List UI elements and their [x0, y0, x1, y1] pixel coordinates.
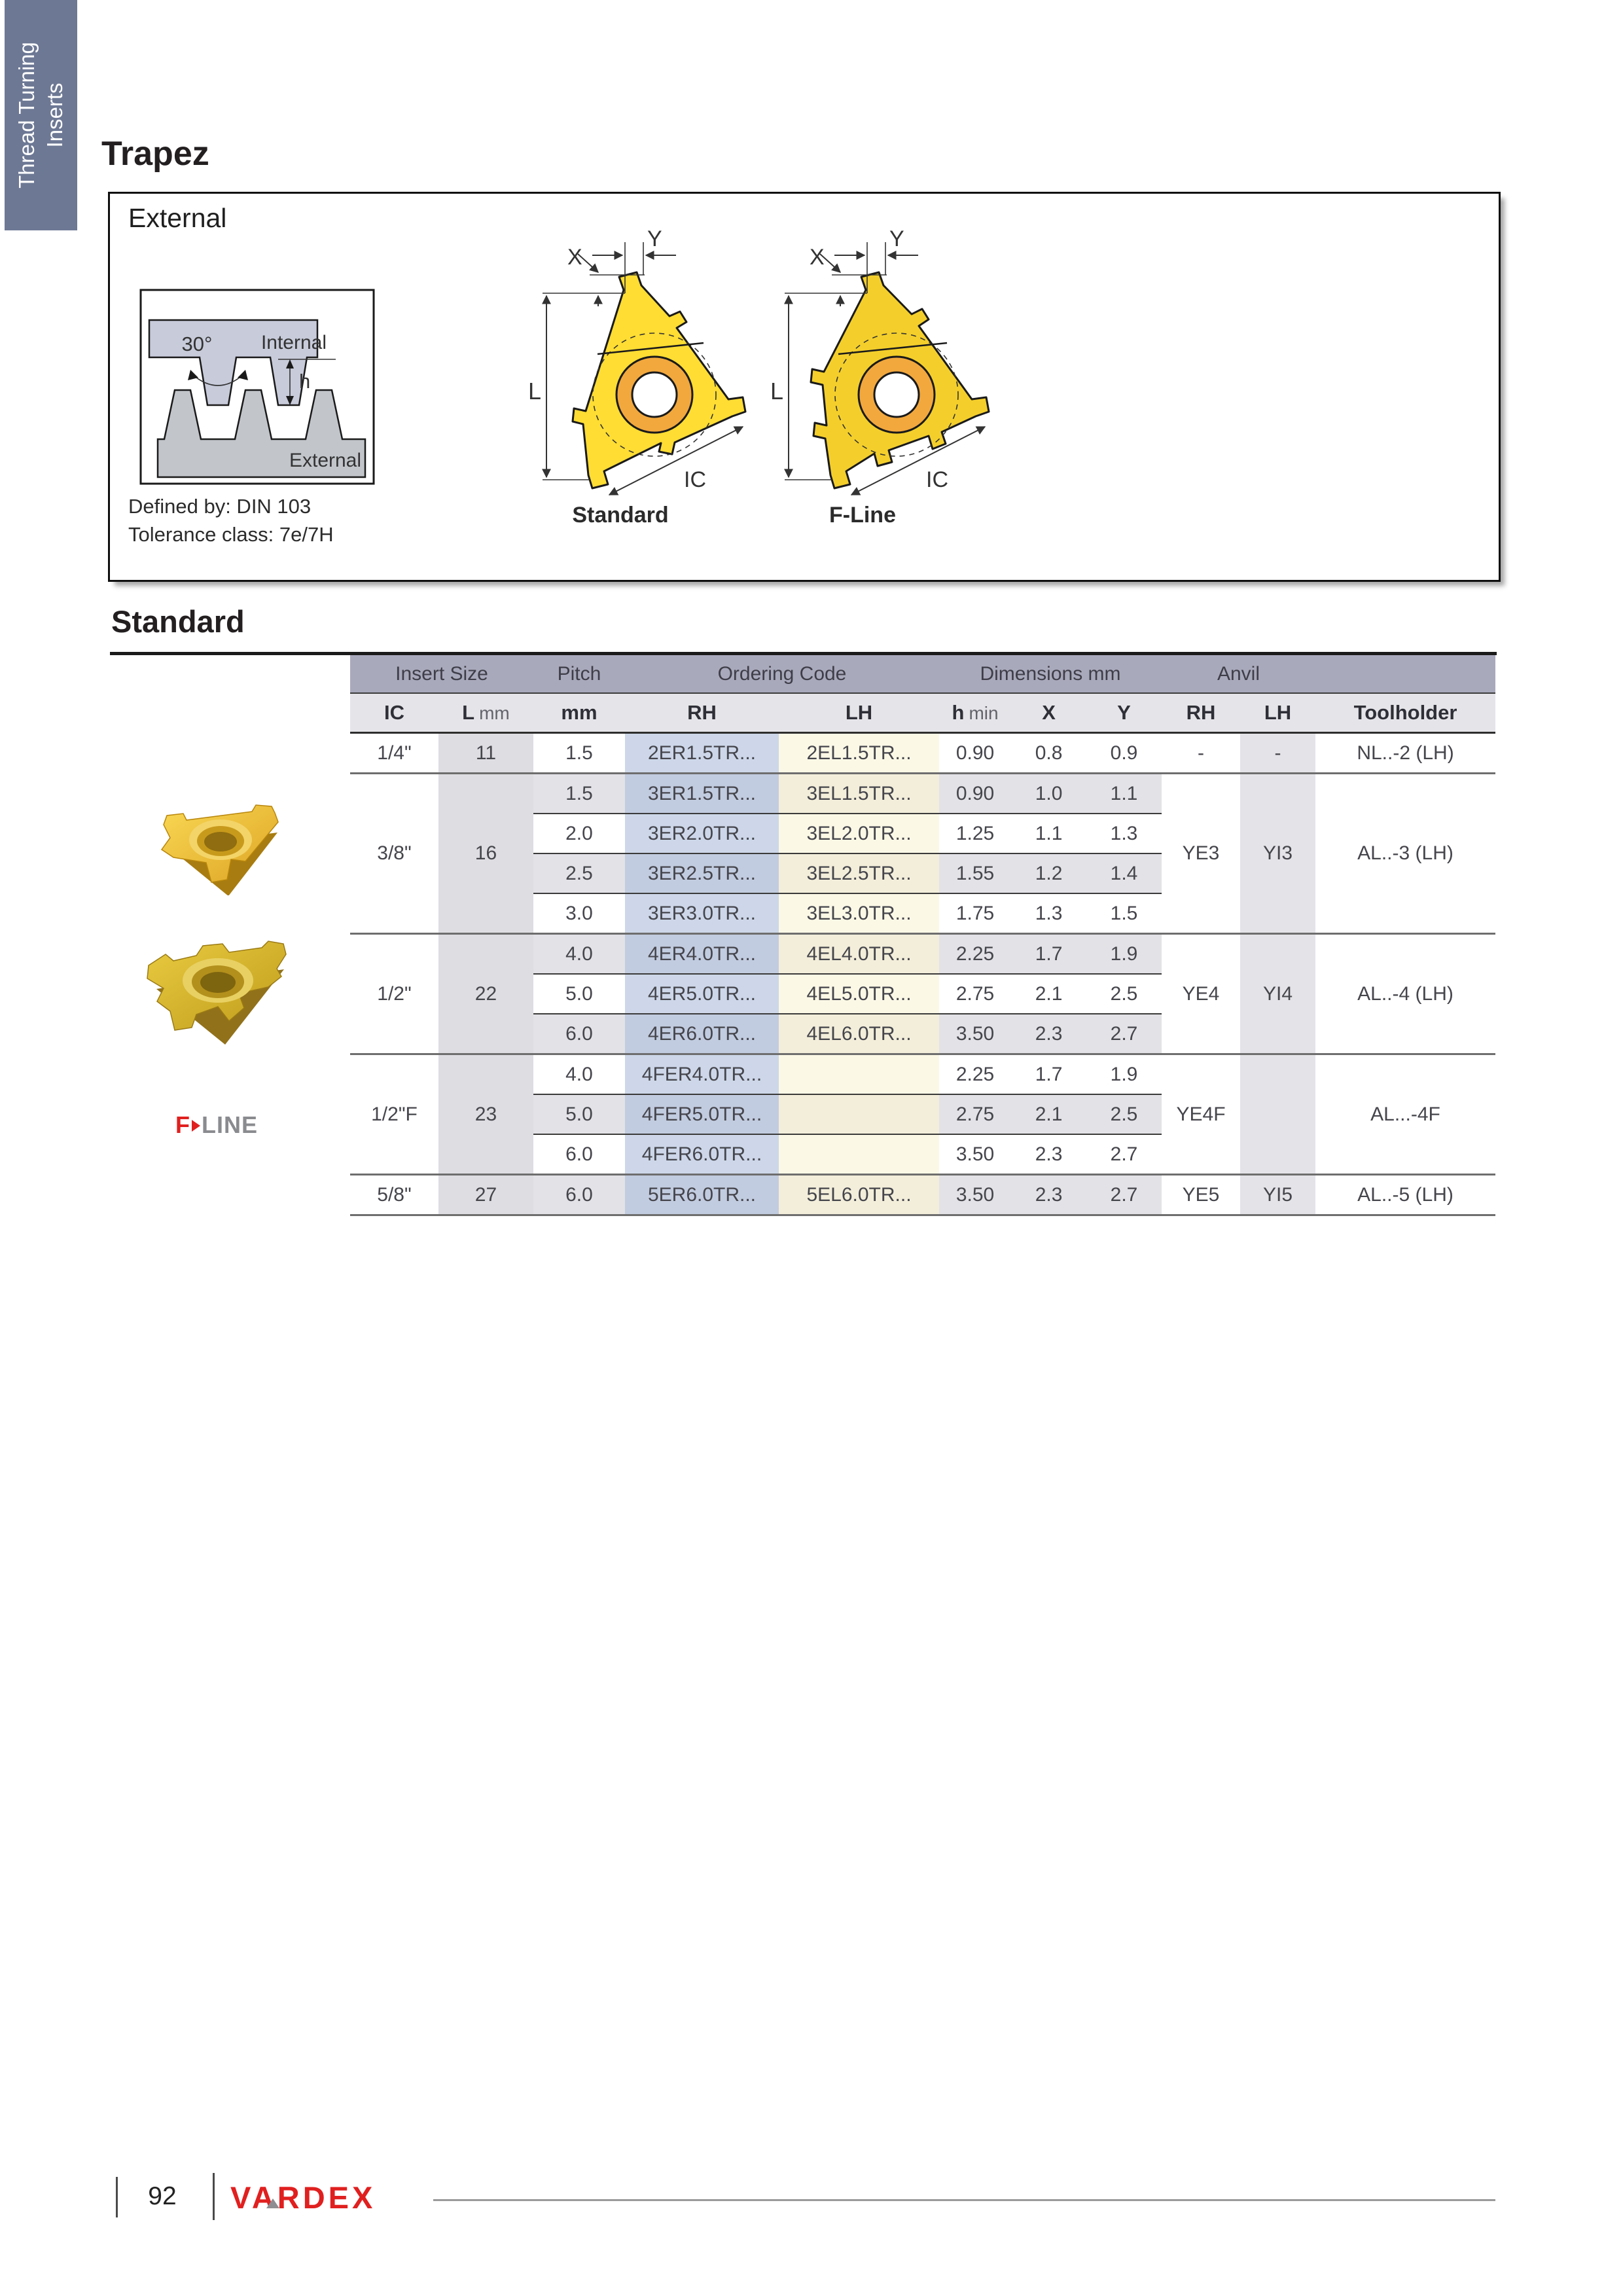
cell-insert-size-ic: 1/4": [350, 733, 438, 774]
cell-anvil-lh: [1240, 1054, 1315, 1175]
column-header-cell: [939, 693, 1011, 733]
cell-pitch: 6.0: [533, 1175, 625, 1215]
cell-h: 2.25: [939, 934, 1011, 975]
cell-pitch: 2.5: [533, 853, 625, 893]
cell-lh: [779, 1094, 939, 1134]
cell-insert-size-l: 16: [438, 774, 533, 934]
cell-rh: 3ER1.5TR...: [625, 774, 779, 814]
chapter-tab-line1: Thread Turning: [14, 42, 39, 188]
cell-rh: 4FER5.0TR...: [625, 1094, 779, 1134]
cell-x: 2.3: [1011, 1014, 1086, 1054]
column-header-label: LH: [845, 701, 873, 724]
cell-insert-size-l: 27: [438, 1175, 533, 1215]
cell-x: 1.0: [1011, 774, 1086, 814]
table-body: [350, 733, 1495, 1215]
cell-h: 3.50: [939, 1134, 1011, 1175]
cell-y: 1.4: [1086, 853, 1162, 893]
table-row: [350, 733, 1495, 774]
column-header-cell: [533, 693, 625, 733]
cell-toolholder: AL..-3 (LH): [1315, 774, 1495, 934]
cell-pitch: 4.0: [533, 1054, 625, 1095]
cell-toolholder: NL..-2 (LH): [1315, 733, 1495, 774]
cell-h: 2.75: [939, 974, 1011, 1014]
table-row: [350, 934, 1495, 975]
cell-pitch: 1.5: [533, 733, 625, 774]
h-dim-label: h: [299, 370, 311, 393]
cell-lh: 3EL2.0TR...: [779, 814, 939, 853]
cell-y: 1.1: [1086, 774, 1162, 814]
column-header-label: L: [462, 701, 475, 724]
standard-table-wrap: [350, 655, 1495, 1216]
column-header-cell: [438, 693, 533, 733]
cell-anvil-rh: YE5: [1162, 1175, 1240, 1215]
group-header-cell: Insert Size: [350, 655, 533, 693]
fline-insert-diagram: [755, 228, 1010, 503]
cell-anvil-lh: YI5: [1240, 1175, 1315, 1215]
cell-rh: 5ER6.0TR...: [625, 1175, 779, 1215]
cell-pitch: 4.0: [533, 934, 625, 975]
cell-pitch: 1.5: [533, 774, 625, 814]
l-dim-label: L: [770, 378, 784, 404]
column-header-cell: [1162, 693, 1240, 733]
column-header-suffix: min: [969, 703, 999, 723]
external-section-box: [108, 192, 1501, 582]
cell-toolholder: AL...-4F: [1315, 1054, 1495, 1175]
fline-logo: [175, 1111, 258, 1139]
cell-h: 0.90: [939, 733, 1011, 774]
cell-h: 1.55: [939, 853, 1011, 893]
cell-toolholder: AL..-4 (LH): [1315, 934, 1495, 1054]
column-header-cell: [625, 693, 779, 733]
ic-dim-label: IC: [926, 467, 948, 492]
cell-x: 2.1: [1011, 974, 1086, 1014]
footer-divider-left: [116, 2177, 118, 2217]
cell-anvil-rh: YE4F: [1162, 1054, 1240, 1175]
cell-lh: [779, 1134, 939, 1175]
cell-anvil-rh: -: [1162, 733, 1240, 774]
cell-x: 1.7: [1011, 934, 1086, 975]
cell-h: 0.90: [939, 774, 1011, 814]
cell-y: 2.7: [1086, 1175, 1162, 1215]
cell-h: 3.50: [939, 1175, 1011, 1215]
cell-h: 2.25: [939, 1054, 1011, 1095]
cell-lh: [779, 1054, 939, 1095]
cell-x: 2.3: [1011, 1175, 1086, 1215]
table-group-header-row: [350, 655, 1495, 693]
y-dim-label: Y: [889, 228, 904, 251]
cell-rh: 3ER2.5TR...: [625, 853, 779, 893]
column-header-label: IC: [383, 701, 404, 724]
cell-pitch: 2.0: [533, 814, 625, 853]
cell-pitch: 6.0: [533, 1014, 625, 1054]
fline-insert-photo: [134, 916, 306, 1047]
cell-pitch: 5.0: [533, 1094, 625, 1134]
cell-rh: 2ER1.5TR...: [625, 733, 779, 774]
cell-anvil-lh: -: [1240, 733, 1315, 774]
external-heading: External: [128, 203, 227, 233]
cell-anvil-rh: YE4: [1162, 934, 1240, 1054]
cell-toolholder: AL..-5 (LH): [1315, 1175, 1495, 1215]
vardex-logo-triangle-icon: [266, 2198, 279, 2208]
fline-logo-line: LINE: [202, 1111, 259, 1138]
cell-x: 1.2: [1011, 853, 1086, 893]
cell-lh: 3EL3.0TR...: [779, 893, 939, 934]
cell-anvil-lh: YI4: [1240, 934, 1315, 1054]
group-header-cell: Anvil: [1162, 655, 1315, 693]
fline-arrow-icon: [192, 1120, 200, 1132]
cell-h: 2.75: [939, 1094, 1011, 1134]
thread-profile-diagram: [139, 289, 375, 485]
column-header-cell: [1011, 693, 1086, 733]
cell-rh: 4FER4.0TR...: [625, 1054, 779, 1095]
cell-rh: 3ER2.0TR...: [625, 814, 779, 853]
cell-pitch: 6.0: [533, 1134, 625, 1175]
chapter-tab-line2: Inserts: [42, 82, 67, 148]
fline-logo-f: F: [175, 1111, 190, 1138]
group-header-cell: [1315, 655, 1495, 693]
column-header-label: h: [952, 701, 965, 724]
cell-x: 1.3: [1011, 893, 1086, 934]
cell-insert-size-l: 22: [438, 934, 533, 1054]
cell-y: 1.9: [1086, 1054, 1162, 1095]
column-header-cell: [1086, 693, 1162, 733]
cell-insert-size-l: 23: [438, 1054, 533, 1175]
table-subheader-row: [350, 693, 1495, 733]
cell-rh: 3ER3.0TR...: [625, 893, 779, 934]
caption-fline: F-Line: [829, 503, 896, 528]
cell-y: 1.9: [1086, 934, 1162, 975]
cell-rh: 4FER6.0TR...: [625, 1134, 779, 1175]
column-header-label: X: [1042, 701, 1056, 724]
footer-divider-right: [213, 2173, 215, 2220]
page-title: Trapez: [101, 135, 209, 173]
column-header-label: RH: [687, 701, 717, 724]
footer-rule: [433, 2199, 1495, 2201]
cell-y: 1.3: [1086, 814, 1162, 853]
cell-h: 3.50: [939, 1014, 1011, 1054]
cell-lh: 4EL6.0TR...: [779, 1014, 939, 1054]
column-header-cell: [1315, 693, 1495, 733]
column-header-suffix: mm: [479, 703, 510, 723]
cell-lh: 4EL4.0TR...: [779, 934, 939, 975]
cell-x: 0.8: [1011, 733, 1086, 774]
column-header-label: Toolholder: [1353, 701, 1457, 724]
cell-y: 2.7: [1086, 1014, 1162, 1054]
cell-rh: 4ER4.0TR...: [625, 934, 779, 975]
cell-y: 0.9: [1086, 733, 1162, 774]
cell-insert-size-ic: 5/8": [350, 1175, 438, 1215]
cell-rh: 4ER6.0TR...: [625, 1014, 779, 1054]
cell-pitch: 5.0: [533, 974, 625, 1014]
standard-insert-diagram: [512, 228, 768, 503]
cell-x: 1.1: [1011, 814, 1086, 853]
page-number: 92: [148, 2182, 177, 2210]
column-header-label: mm: [561, 701, 597, 724]
cell-y: 2.7: [1086, 1134, 1162, 1175]
internal-label: Internal: [260, 332, 327, 353]
cell-x: 2.1: [1011, 1094, 1086, 1134]
cell-lh: 2EL1.5TR...: [779, 733, 939, 774]
vardex-logo-text: VARDEX: [230, 2180, 376, 2215]
column-header-label: Y: [1117, 701, 1131, 724]
cell-anvil-lh: YI3: [1240, 774, 1315, 934]
caption-standard: Standard: [572, 503, 669, 528]
cell-lh: 4EL5.0TR...: [779, 974, 939, 1014]
chapter-tab-label: [13, 0, 69, 230]
x-dim-label: X: [567, 245, 582, 270]
cell-lh: 3EL1.5TR...: [779, 774, 939, 814]
cell-lh: 5EL6.0TR...: [779, 1175, 939, 1215]
group-header-cell: Dimensions mm: [939, 655, 1162, 693]
table-row: [350, 774, 1495, 814]
y-dim-label: Y: [647, 228, 662, 251]
cell-insert-size-ic: 1/2"F: [350, 1054, 438, 1175]
l-dim-label: L: [528, 378, 542, 404]
cell-anvil-rh: YE3: [1162, 774, 1240, 934]
column-header-cell: [1240, 693, 1315, 733]
cell-lh: 3EL2.5TR...: [779, 853, 939, 893]
section-heading: Standard: [111, 604, 245, 639]
table-row: [350, 1054, 1495, 1095]
cell-pitch: 3.0: [533, 893, 625, 934]
angle-label: 30°: [181, 332, 213, 355]
cell-h: 1.75: [939, 893, 1011, 934]
vardex-logo: [230, 2179, 376, 2215]
cell-x: 2.3: [1011, 1134, 1086, 1175]
column-header-cell: [350, 693, 438, 733]
cell-insert-size-ic: 3/8": [350, 774, 438, 934]
chapter-tab: [5, 0, 77, 230]
defined-by-note: Defined by: DIN 103: [128, 495, 312, 518]
column-header-label: RH: [1186, 701, 1216, 724]
column-header-label: LH: [1264, 701, 1292, 724]
cell-rh: 4ER5.0TR...: [625, 974, 779, 1014]
cell-y: 2.5: [1086, 974, 1162, 1014]
standard-table: [350, 655, 1495, 1216]
column-header-cell: [779, 693, 939, 733]
cell-insert-size-l: 11: [438, 733, 533, 774]
tolerance-note: Tolerance class: 7e/7H: [128, 523, 334, 546]
cell-x: 1.7: [1011, 1054, 1086, 1095]
ic-dim-label: IC: [684, 467, 706, 492]
external-label: External: [289, 450, 362, 471]
group-header-cell: Pitch: [533, 655, 625, 693]
cell-insert-size-ic: 1/2": [350, 934, 438, 1054]
cell-h: 1.25: [939, 814, 1011, 853]
cell-y: 2.5: [1086, 1094, 1162, 1134]
table-row: [350, 1175, 1495, 1215]
x-dim-label: X: [810, 245, 825, 270]
cell-y: 1.5: [1086, 893, 1162, 934]
group-header-cell: Ordering Code: [625, 655, 939, 693]
standard-insert-photo: [147, 784, 294, 895]
